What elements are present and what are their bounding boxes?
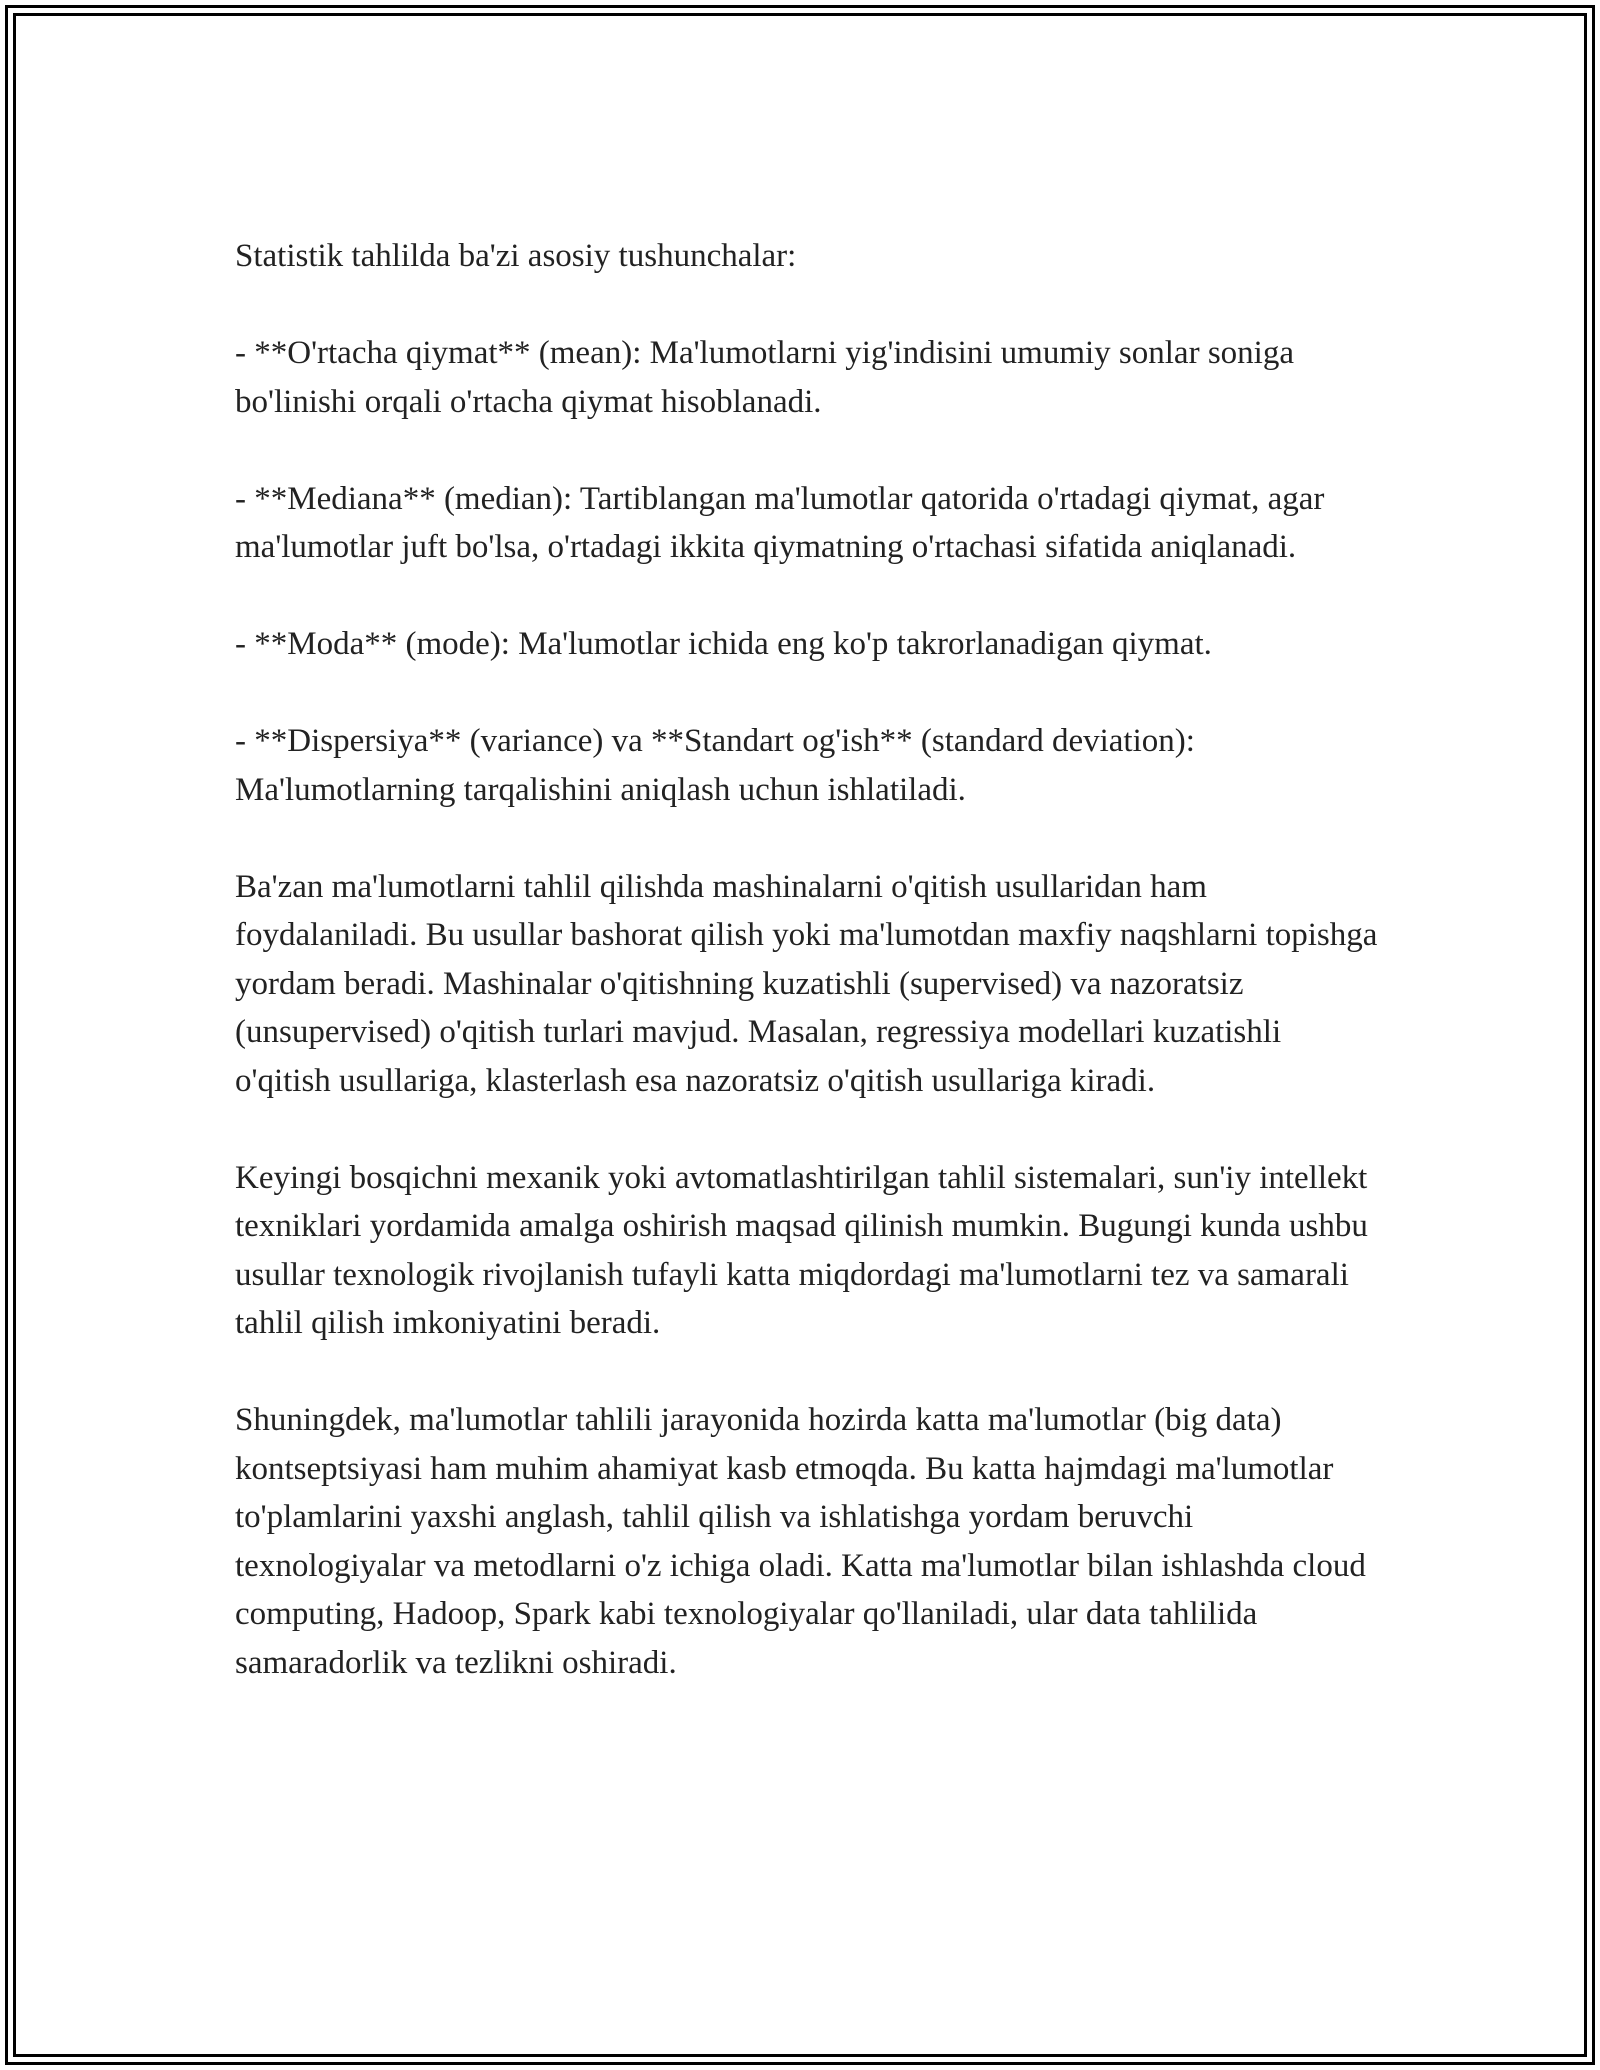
median-bullet: - **Mediana** (median): Tartiblangan ma'lumotlar qatorida o'rtadagi qiymat, agar ma'lumotlar juft bo'lsa, o'rtadagi ikkita qiymatning o'rtachasi sifatida aniqlanadi. bbox=[235, 480, 1325, 565]
variance-bullet: - **Dispersiya** (variance) va **Standart og'ish** (standard deviation): Ma'lumotlarning tarqalishini aniqlash uchun ishlatiladi. bbox=[235, 723, 1195, 808]
big-data-paragraph: Shuningdek, ma'lumotlar tahlili jarayonida hozirda katta ma'lumotlar (big data) kontseptsiyasi ham muhim ahamiyat kasb etmoqda. Bu katta hajmdagi ma'lumotlar to'plamlarini yaxshi anglash, tahlil qilish va ishlatishga yordam beruvchi texnologiyalar va metodlarni o'z ichiga oladi. Katta ma'lumotlar bilan ishlashda cloud computing, Hadoop, Spark kabi texnologiyalar qo'llaniladi, ular data tahlilida samaradorlik va tezlikni oshiradi. bbox=[235, 1402, 1366, 1681]
mean-bullet: - **O'rtacha qiymat** (mean): Ma'lumotlarni yig'indisini umumiy sonlar soniga bo'linishi orqali o'rtacha qiymat hisoblanadi. bbox=[235, 335, 1294, 420]
machine-learning-paragraph: Ba'zan ma'lumotlarni tahlil qilishda mashinalarni o'qitish usullaridan ham foydalaniladi. Bu usullar bashorat qilish yoki ma'lumotdan maxfiy naqshlarni topishga yordam beradi. Mashinalar o'qitishning kuzatishli (supervised) va nazoratsiz (unsupervised) o'qitish turlari mavjud. Masalan, regressiya modellari kuzatishli o'qitish usullariga, klasterlash esa nazoratsiz o'qitish usullariga kiradi. bbox=[235, 868, 1378, 1099]
intro-heading-text: Statistik tahlilda ba'zi asosiy tushunchalar: bbox=[235, 238, 797, 274]
automation-paragraph: Keyingi bosqichni mexanik yoki avtomatlashtirilgan tahlil sistemalari, sun'iy intellekt texniklari yordamida amalga oshirish maqsad qilinish mumkin. Bugungi kunda ushbu usullar texnologik rivojlanish tufayli katta miqdordagi ma'lumotlarni tez va samarali tahlil qilish imkoniyatini beradi. bbox=[235, 1159, 1368, 1341]
document-body bbox=[235, 232, 1385, 1687]
mode-bullet: - **Moda** (mode): Ma'lumotlar ichida eng ko'p takrorlanadigan qiymat. bbox=[235, 626, 1212, 662]
